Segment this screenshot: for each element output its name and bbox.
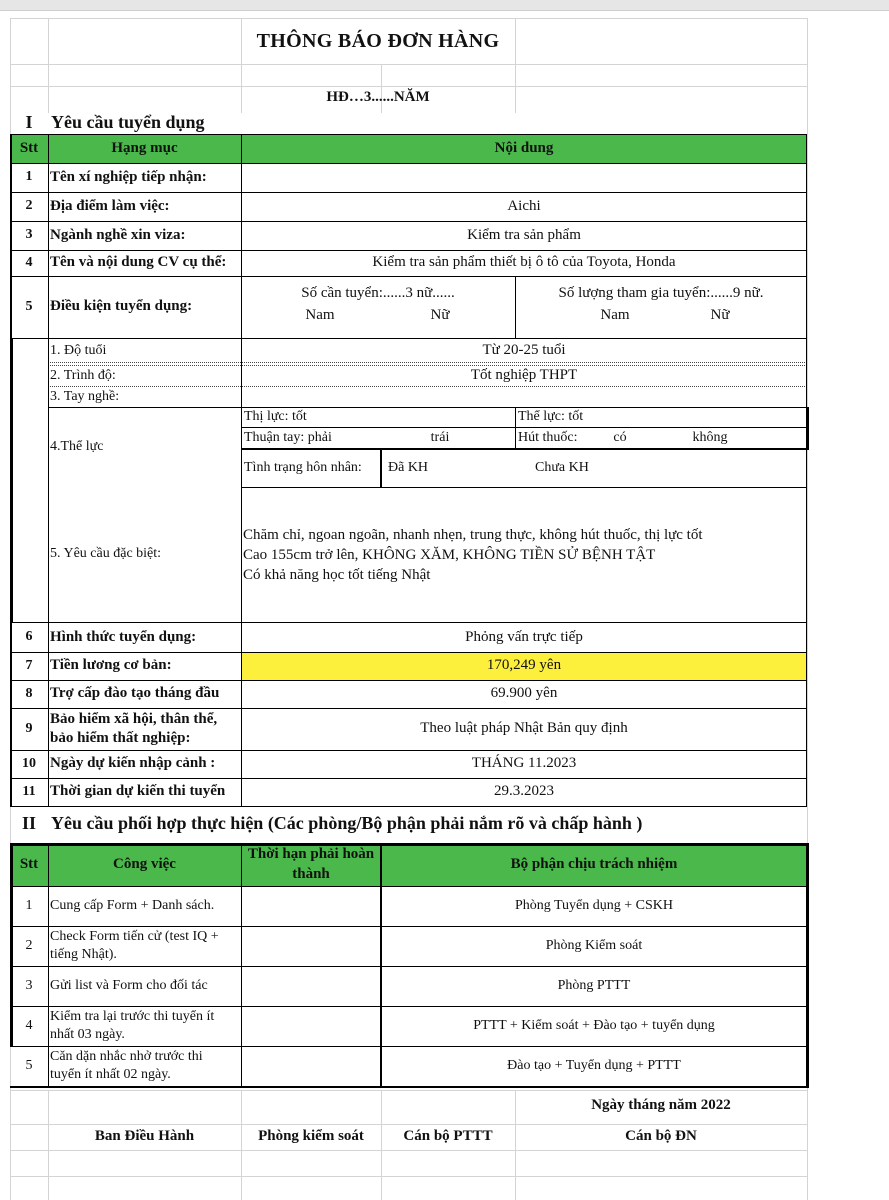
participant-count-nam: Nam <box>600 307 630 324</box>
signer-control-dept: Phòng kiểm soát <box>258 1128 364 1145</box>
task-4-dept: PTTT + Kiểm soát + Đào tạo + tuyển dụng <box>473 1017 715 1033</box>
viewer-top-bar <box>0 0 889 11</box>
row-9-label-line-1: Bảo hiểm xã hội, thân thể, <box>50 710 218 727</box>
hand-left-option: trái <box>430 429 450 445</box>
row-8-value: 69.900 yên <box>490 685 558 702</box>
row-10-label: Ngày dự kiến nhập cảnh : <box>50 755 216 772</box>
special-line-2: Cao 155cm trở lên, KHÔNG XĂM, KHÔNG TIỀN SỬ BỆNH TẬT <box>243 547 656 564</box>
row-5-label: Điều kiện tuyển dụng: <box>50 298 193 315</box>
row-3-stt: 3 <box>25 227 33 243</box>
task-5-desc-line-2: tuyển ít nhất 02 ngày. <box>50 1066 171 1082</box>
signer-dn-officer: Cán bộ ĐN <box>625 1128 697 1145</box>
marital-married-option: Đã KH <box>388 459 429 475</box>
table2-header-dept: Bộ phận chịu trách nhiệm <box>510 856 678 873</box>
row-9-value: Theo luật pháp Nhật Bản quy định <box>420 720 628 737</box>
marital-single-option: Chưa KH <box>535 459 589 475</box>
participant-count: Số lượng tham gia tuyển:......9 nữ. <box>558 285 764 302</box>
task-4-desc-line-2: nhất 03 ngày. <box>50 1026 125 1042</box>
row-9-label-line-2: bảo hiểm thất nghiệp: <box>50 729 191 746</box>
recruit-count: Số cần tuyển:......3 nữ...... <box>301 285 455 302</box>
physical-label: 4.Thể lực <box>50 438 104 454</box>
order-notice-sheet <box>10 18 810 1200</box>
table2-header-task: Công việc <box>113 856 176 873</box>
row-1-value <box>241 163 807 192</box>
task-5-dept: Đào tạo + Tuyển dụng + PTTT <box>507 1057 681 1073</box>
age-label: 1. Độ tuổi <box>50 342 107 358</box>
section-2-title: Yêu cầu phối hợp thực hiện (Các phòng/Bộ phận phải nắm rõ và chấp hành ) <box>51 812 643 833</box>
education-value: Tốt nghiệp THPT <box>470 367 578 384</box>
page-title: THÔNG BÁO ĐƠN HÀNG <box>256 29 500 52</box>
marital-label: Tình trạng hôn nhân: <box>244 459 362 475</box>
row-11-stt: 11 <box>22 783 36 799</box>
task-2-dept: Phòng Kiểm soát <box>545 937 643 953</box>
task-2-desc-line-2: tiếng Nhật). <box>50 946 117 962</box>
task-4-stt: 4 <box>25 1017 33 1033</box>
row-9-stt: 9 <box>25 720 33 736</box>
smoking-label: Hút thuốc: <box>518 429 578 445</box>
row-11-label: Thời gian dự kiến thi tuyển <box>50 783 226 800</box>
skill-label: 3. Tay nghề: <box>50 388 120 404</box>
row-7-value: 170,249 yên <box>486 657 562 674</box>
row-5-stt: 5 <box>25 298 33 314</box>
row-6-stt: 6 <box>25 629 33 645</box>
row-6-value: Phỏng vấn trực tiếp <box>465 628 583 645</box>
task-5-stt: 5 <box>25 1057 33 1073</box>
section-2-number: II <box>21 812 36 833</box>
table2-header-stt: Stt <box>19 856 39 873</box>
row-10-value: THÁNG 11.2023 <box>471 755 577 772</box>
task-3-dept: Phòng PTTT <box>557 977 631 993</box>
strength-value: Thể lực: tốt <box>518 409 584 425</box>
participant-count-nu: Nữ <box>710 307 730 324</box>
task-2-desc-line-1: Check Form tiến cử (test IQ + <box>50 928 219 944</box>
special-line-1: Chăm chỉ, ngoan ngoãn, nhanh nhẹn, trung thực, không hút thuốc, thị lực tốt <box>243 527 703 544</box>
row-7-stt: 7 <box>25 657 33 673</box>
task-2-stt: 2 <box>25 937 33 953</box>
row-1-stt: 1 <box>25 169 33 185</box>
special-line-3: Có khả năng học tốt tiếng Nhật <box>243 567 431 584</box>
vision-value: Thị lực: tốt <box>244 409 307 425</box>
task-1-stt: 1 <box>25 897 33 913</box>
row-1-label: Tên xí nghiệp tiếp nhận: <box>50 168 207 185</box>
task-5-desc-line-1: Căn dặn nhắc nhở trước thi <box>50 1048 203 1064</box>
row-8-stt: 8 <box>25 685 33 701</box>
row-8-label: Trợ cấp đào tạo tháng đầu <box>50 685 220 702</box>
table2-header-deadline-line-1: Thời hạn phải hoàn <box>247 846 375 863</box>
recruit-count-nam: Nam <box>305 307 335 324</box>
section-1-title: Yêu cầu tuyển dụng <box>51 111 205 132</box>
row-10-stt: 10 <box>22 755 36 771</box>
table1-header-content: Nội dung <box>494 139 554 156</box>
section-1-number: I <box>25 111 33 132</box>
row-4-value: Kiểm tra sản phẩm thiết bị ô tô của Toyota, Honda <box>372 254 676 271</box>
row-11-value: 29.3.2023 <box>494 783 554 800</box>
row-3-value: Kiểm tra sản phẩm <box>467 226 581 243</box>
row-4-stt: 4 <box>25 254 33 270</box>
row-7-label: Tiền lương cơ bản: <box>50 657 172 674</box>
task-4-desc-line-1: Kiểm tra lại trước thi tuyển ít <box>50 1008 215 1024</box>
education-label: 2. Trình độ: <box>50 367 116 383</box>
contract-number: HĐ…3......NĂM <box>326 89 430 106</box>
row-2-stt: 2 <box>25 198 33 214</box>
row-3-label: Ngành nghề xin viza: <box>50 226 186 243</box>
task-1-desc: Cung cấp Form + Danh sách. <box>50 897 215 913</box>
smoking-no-option: không <box>692 429 728 445</box>
task-1-dept: Phòng Tuyển dụng + CSKH <box>514 897 674 913</box>
row-4-label: Tên và nội dung CV cụ thể: <box>50 254 227 271</box>
signature-date: Ngày tháng năm 2022 <box>591 1097 731 1114</box>
task-3-stt: 3 <box>25 977 33 993</box>
task-3-desc: Gửi list và Form cho đối tác <box>50 977 208 993</box>
age-value: Từ 20-25 tuổi <box>482 342 566 359</box>
recruit-count-nu: Nữ <box>430 307 450 324</box>
signer-pttt-officer: Cán bộ PTTT <box>403 1128 493 1145</box>
table2-header-deadline-line-2: thành <box>292 866 330 883</box>
row-6-label: Hình thức tuyển dụng: <box>50 628 197 645</box>
row-2-label: Địa điểm làm việc: <box>50 197 170 214</box>
special-label: 5. Yêu cầu đặc biệt: <box>50 546 162 562</box>
signer-board: Ban Điều Hành <box>94 1128 195 1145</box>
table1-header-item: Hạng mục <box>111 139 178 156</box>
row-2-value: Aichi <box>507 197 541 214</box>
smoking-yes-option: có <box>613 429 627 445</box>
hand-value: Thuận tay: phải <box>244 429 332 445</box>
table1-header-stt: Stt <box>19 139 39 156</box>
skill-value <box>241 387 807 407</box>
